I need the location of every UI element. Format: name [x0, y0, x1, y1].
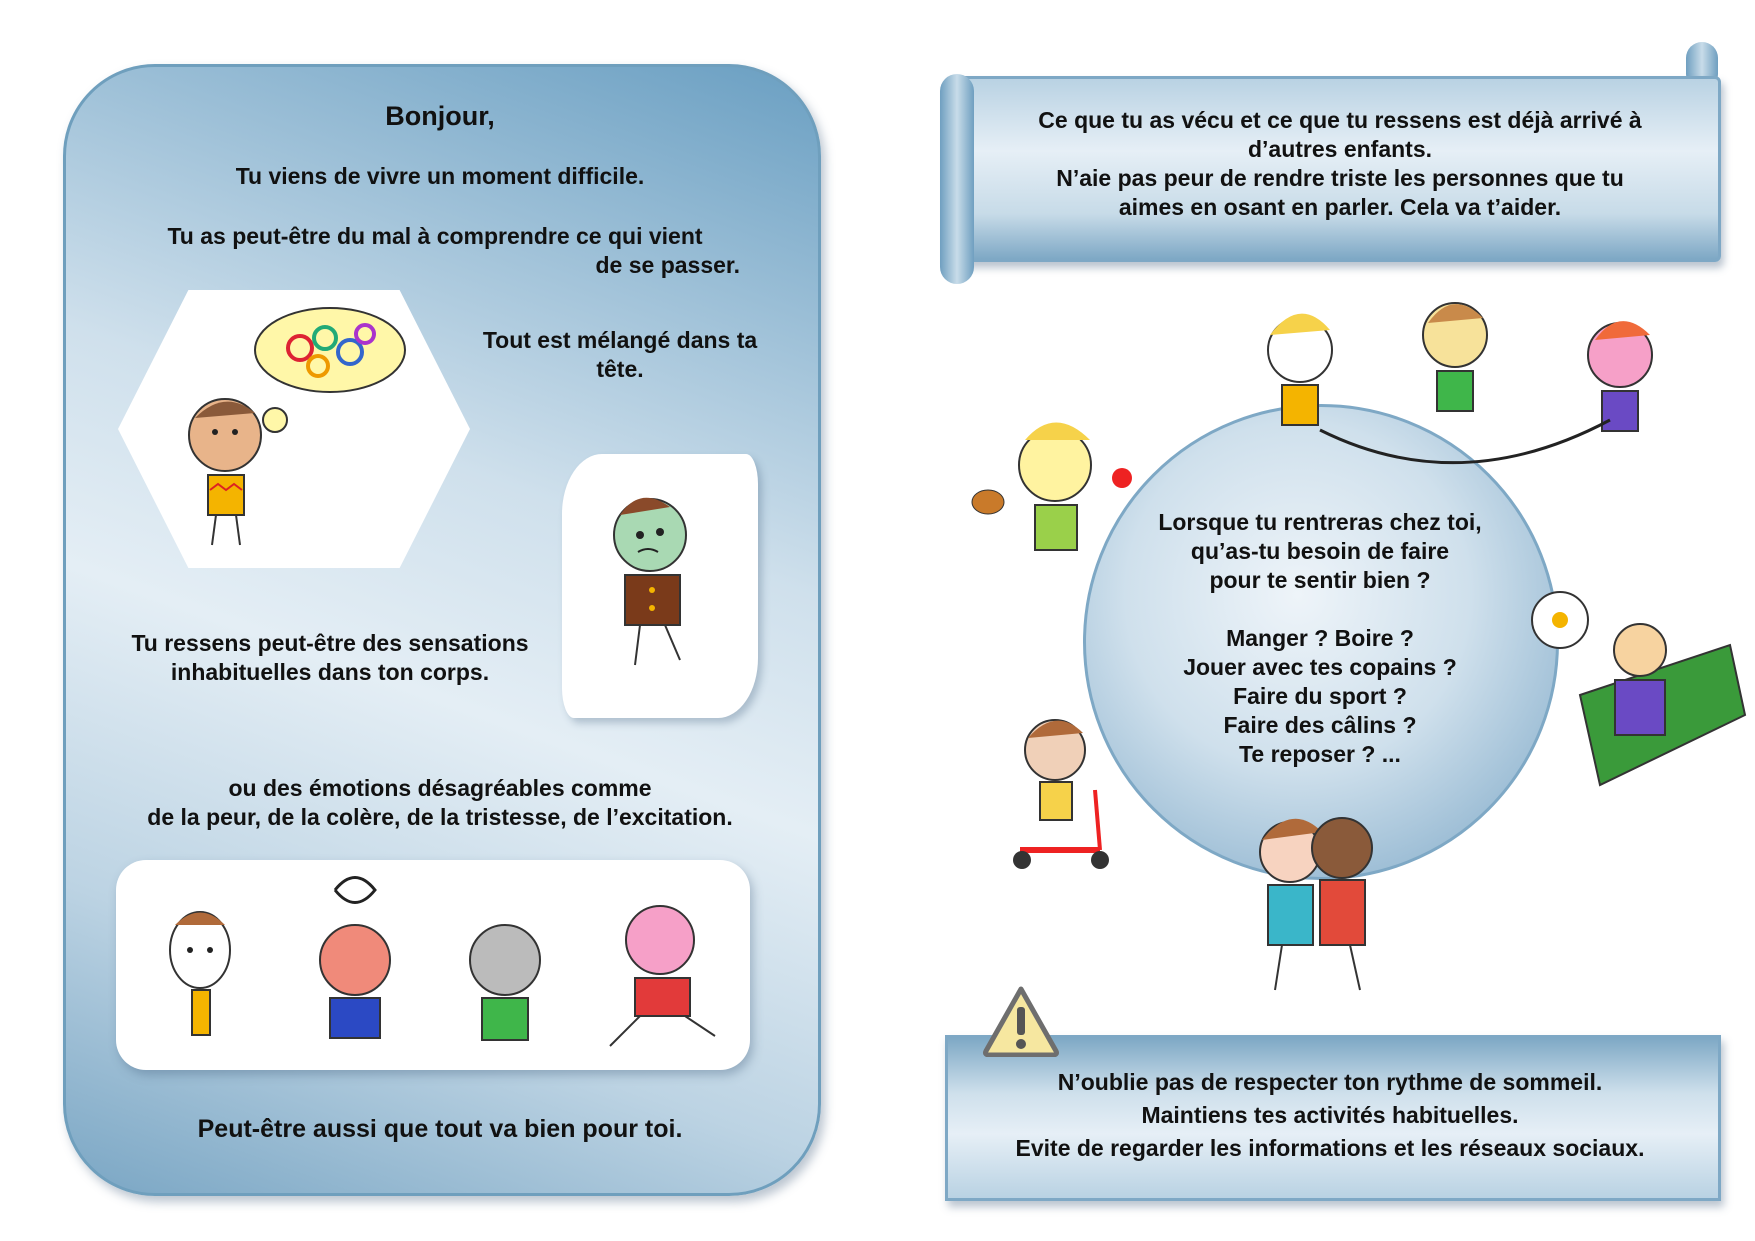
understand-text-2: de se passer. — [595, 252, 740, 278]
warning-text-1: N’oublie pas de respecter ton rythme de sommeil. — [1057, 1069, 1603, 1095]
scroll-text-4: aimes en osant en parler. Cela va t’aider. — [1118, 194, 1562, 220]
jump-rope-children-icon — [1240, 295, 1680, 475]
eating-child-icon — [970, 410, 1140, 590]
greeting: Bonjour, — [385, 101, 495, 131]
warning-icon — [982, 985, 1060, 1057]
scooter-child-icon — [1000, 700, 1130, 880]
resting-child-icon — [1510, 575, 1750, 795]
sensations-text-2: inhabituelles dans ton corps. — [170, 659, 490, 685]
option-sport: Faire du sport ? — [1233, 683, 1407, 709]
thinking-child-icon — [150, 300, 450, 560]
worried-child-icon — [590, 490, 730, 690]
emotions-text-1: ou des émotions désagréables comme — [228, 775, 652, 801]
option-hugs: Faire des câlins ? — [1223, 712, 1417, 738]
mixed-text-2: tête. — [596, 356, 644, 382]
difficult-moment-text: Tu viens de vivre un moment difficile. — [235, 163, 645, 189]
emotion-children-icon — [130, 850, 740, 1065]
mixed-text-1: Tout est mélangé dans ta — [482, 327, 758, 353]
closing-text: Peut-être aussi que tout va bien pour toi. — [197, 1115, 683, 1143]
circle-question-1: Lorsque tu rentreras chez toi, — [1158, 509, 1482, 535]
scroll-roll-left — [940, 74, 974, 284]
understand-text-1: Tu as peut-être du mal à comprendre ce qui vient — [167, 223, 703, 249]
circle-question-2: qu’as-tu besoin de faire — [1190, 538, 1450, 564]
scroll-text-1: Ce que tu as vécu et ce que tu ressens est déjà arrivé à — [1038, 107, 1642, 133]
warning-text-3: Evite de regarder les informations et les réseaux sociaux. — [1015, 1135, 1645, 1161]
scroll-text-3: N’aie pas peur de rendre triste les personnes que tu — [1056, 165, 1624, 191]
scroll-text-2: d’autres enfants. — [1247, 136, 1433, 162]
option-play: Jouer avec tes copains ? — [1183, 654, 1457, 680]
emotions-text-2: de la peur, de la colère, de la tristesse, de l’excitation. — [147, 804, 733, 830]
circle-question-3: pour te sentir bien ? — [1209, 567, 1431, 593]
sensations-text-1: Tu ressens peut-être des sensations — [131, 630, 529, 656]
hugging-children-icon — [1220, 800, 1420, 1000]
warning-text-2: Maintiens tes activités habituelles. — [1141, 1102, 1519, 1128]
option-rest: Te reposer ? ... — [1239, 741, 1401, 767]
option-eat-drink: Manger ? Boire ? — [1226, 625, 1414, 651]
